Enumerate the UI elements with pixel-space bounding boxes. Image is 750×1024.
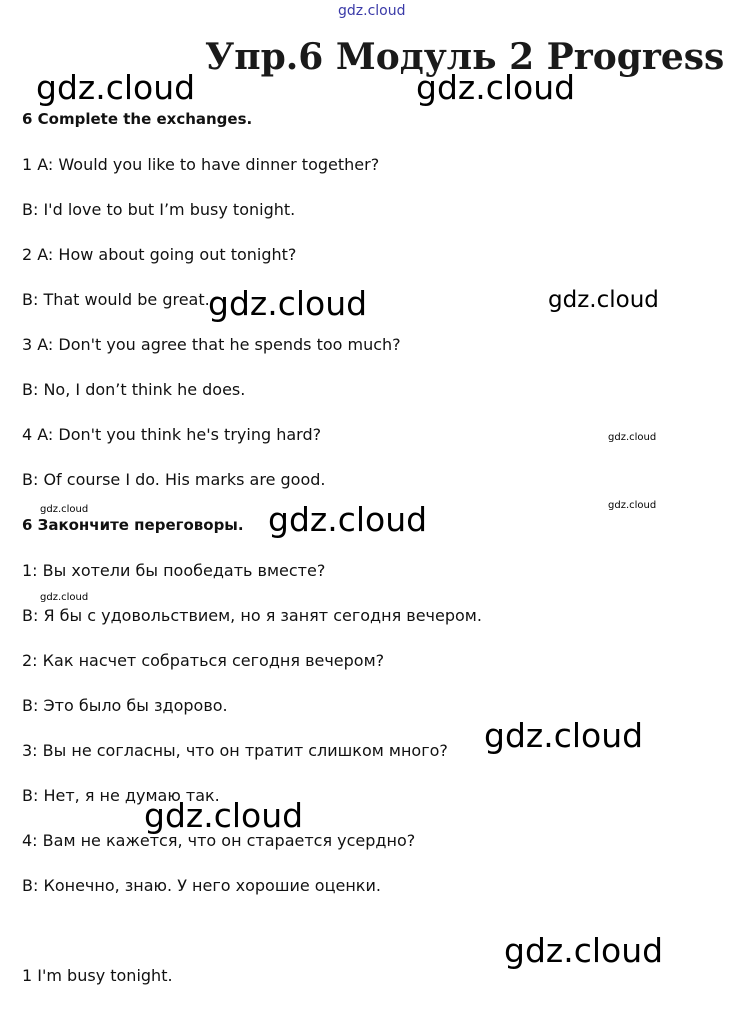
- watermark: gdz.cloud: [40, 504, 89, 515]
- top-watermark: gdz.cloud: [338, 3, 406, 19]
- page-title: Упр.6 Модуль 2 Progress: [205, 36, 725, 78]
- watermark: gdz.cloud: [548, 287, 659, 313]
- watermark: gdz.cloud: [208, 284, 368, 323]
- watermark: gdz.cloud: [484, 716, 644, 755]
- exchange-line: B: No, I don’t think he does.: [22, 380, 246, 399]
- watermark: gdz.cloud: [608, 500, 657, 511]
- watermark: gdz.cloud: [144, 796, 304, 835]
- watermark: gdz.cloud: [504, 931, 664, 970]
- watermark: gdz.cloud: [416, 68, 576, 107]
- exchange-line: 3 A: Don't you agree that he spends too much?: [22, 335, 401, 354]
- watermark: gdz.cloud: [268, 500, 428, 539]
- exchange-line: B: Of course I do. His marks are good.: [22, 470, 326, 489]
- translation-line: B: Конечно, знаю. У него хорошие оценки.: [22, 876, 381, 895]
- translation-line: B: Я бы с удовольствием, но я занят сегодня вечером.: [22, 606, 482, 625]
- exchange-line: B: That would be great.: [22, 290, 210, 309]
- translation-line: B: Нет, я не думаю так.: [22, 786, 220, 805]
- russian-heading: 6 Закончите переговоры.: [22, 516, 244, 534]
- translation-line: 2: Как насчет собраться сегодня вечером?: [22, 651, 385, 670]
- watermark: gdz.cloud: [40, 592, 89, 603]
- translation-line: 3: Вы не согласны, что он тратит слишком много?: [22, 741, 448, 760]
- exchange-line: 4 A: Don't you think he's trying hard?: [22, 425, 322, 444]
- exchange-line: B: I'd love to but I’m busy tonight.: [22, 200, 296, 219]
- translation-line: 1: Вы хотели бы пообедать вместе?: [22, 561, 326, 580]
- english-heading: 6 Complete the exchanges.: [22, 110, 253, 128]
- answer-line: 1 I'm busy tonight.: [22, 966, 173, 985]
- watermark: gdz.cloud: [36, 68, 196, 107]
- translation-line: B: Это было бы здорово.: [22, 696, 228, 715]
- watermark: gdz.cloud: [608, 432, 657, 443]
- exchange-line: 1 A: Would you like to have dinner together?: [22, 155, 380, 174]
- exchange-line: 2 A: How about going out tonight?: [22, 245, 297, 264]
- translation-line: 4: Вам не кажется, что он старается усердно?: [22, 831, 416, 850]
